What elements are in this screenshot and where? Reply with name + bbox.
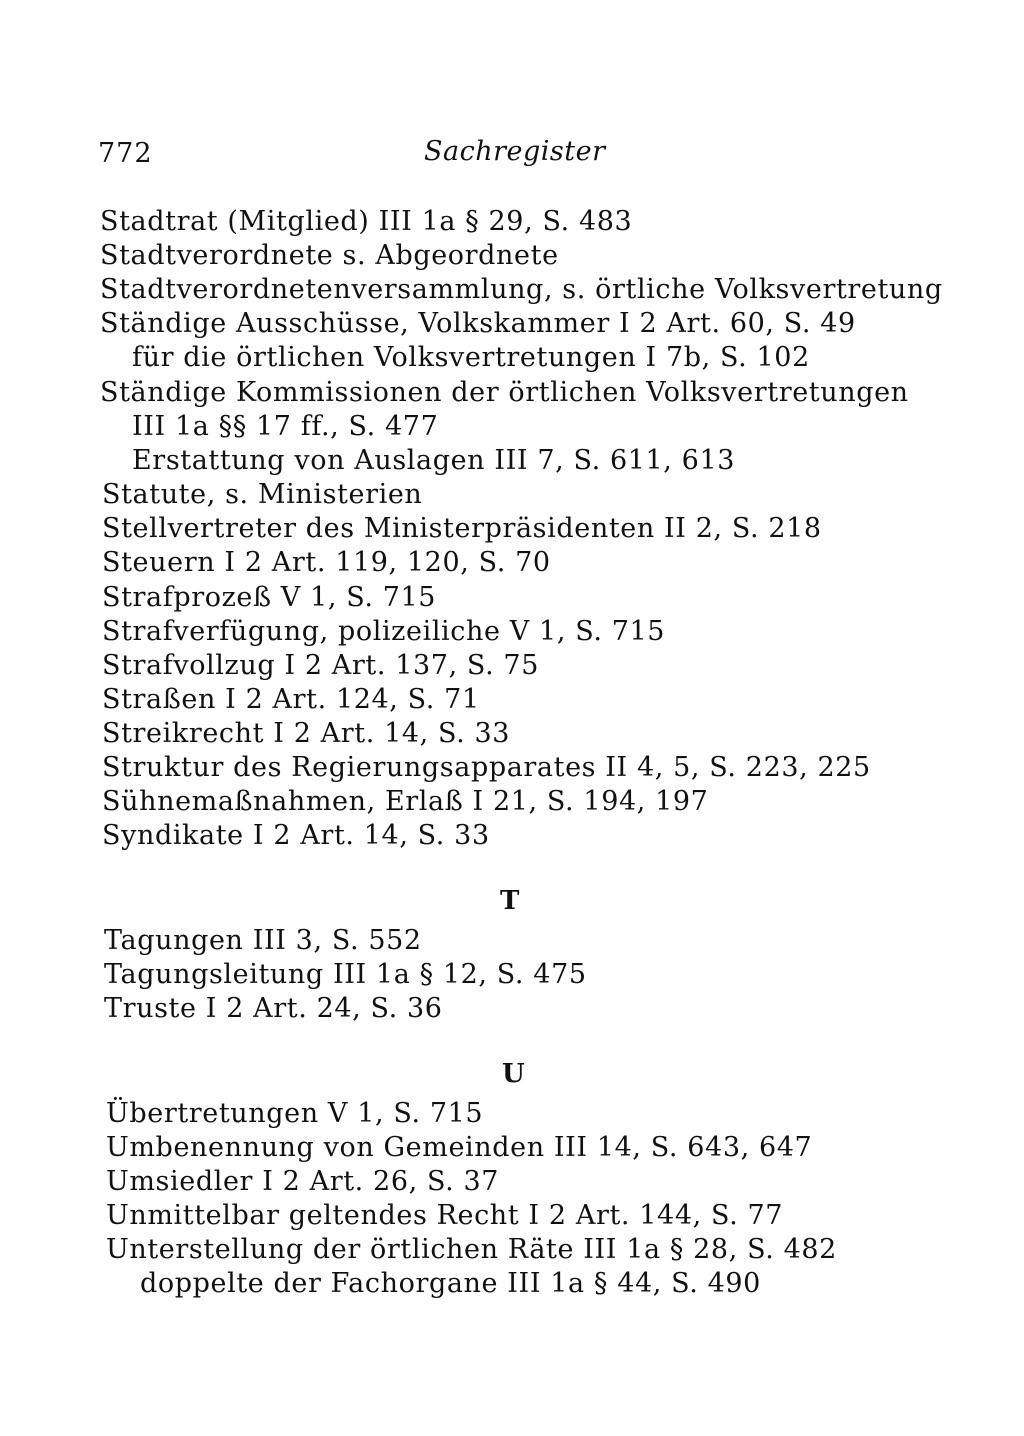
index-entry: Straßen I 2 Art. 124, S. 71: [102, 684, 480, 715]
index-subentry: für die örtlichen Volksvertretungen I 7b, S. 102: [132, 342, 810, 373]
index-entry: Syndikate I 2 Art. 14, S. 33: [102, 820, 490, 851]
index-entry: Truste I 2 Art. 24, S. 36: [104, 993, 443, 1024]
index-entry: Strafvollzug I 2 Art. 137, S. 75: [102, 650, 539, 681]
index-entry: Umbenennung von Gemeinden III 14, S. 643, 647: [106, 1132, 813, 1163]
index-entry: Ständige Kommissionen der örtlichen Volksvertretungen: [100, 377, 909, 408]
index-entry: Stadtverordnete s. Abgeordnete: [100, 240, 559, 271]
index-entry: Tagungen III 3, S. 552: [104, 925, 422, 956]
index-entry: Stadtverordnetenversammlung, s. örtliche Volksvertretung: [100, 274, 943, 305]
index-subentry: III 1a §§ 17 ff., S. 477: [132, 411, 439, 442]
index-subentry: Erstattung von Auslagen III 7, S. 611, 613: [132, 445, 736, 476]
index-entry: Stadtrat (Mitglied) III 1a § 29, S. 483: [100, 206, 633, 237]
index-entry: Strafprozeß V 1, S. 715: [102, 582, 437, 613]
index-entry: Steuern I 2 Art. 119, 120, S. 70: [102, 547, 551, 578]
section-letter-u: U: [502, 1059, 525, 1089]
index-entry: Sühnemaßnahmen, Erlaß I 21, S. 194, 197: [102, 786, 709, 817]
page-number: 772: [98, 138, 153, 169]
index-entry: Stellvertreter des Ministerpräsidenten II 2, S. 218: [102, 513, 822, 544]
index-entry: Übertretungen V 1, S. 715: [106, 1098, 484, 1129]
index-entry: Umsiedler I 2 Art. 26, S. 37: [106, 1166, 500, 1197]
running-head: Sachregister: [424, 136, 606, 167]
index-entry: Strafverfügung, polizeiliche V 1, S. 715: [102, 616, 666, 647]
index-entry: Unmittelbar geltendes Recht I 2 Art. 144, S. 77: [106, 1200, 784, 1231]
index-subentry: doppelte der Fachorgane III 1a § 44, S. 490: [140, 1268, 761, 1299]
index-entry: Tagungsleitung III 1a § 12, S. 475: [104, 959, 587, 990]
index-entry: Ständige Ausschüsse, Volkskammer I 2 Art. 60, S. 49: [100, 308, 856, 339]
index-entry: Statute, s. Ministerien: [102, 479, 423, 510]
index-entry: Unterstellung der örtlichen Räte III 1a § 28, S. 482: [106, 1234, 837, 1265]
index-entry: Struktur des Regierungsapparates II 4, 5, S. 223, 225: [102, 752, 871, 783]
section-letter-t: T: [500, 886, 520, 916]
index-entry: Streikrecht I 2 Art. 14, S. 33: [102, 718, 511, 749]
